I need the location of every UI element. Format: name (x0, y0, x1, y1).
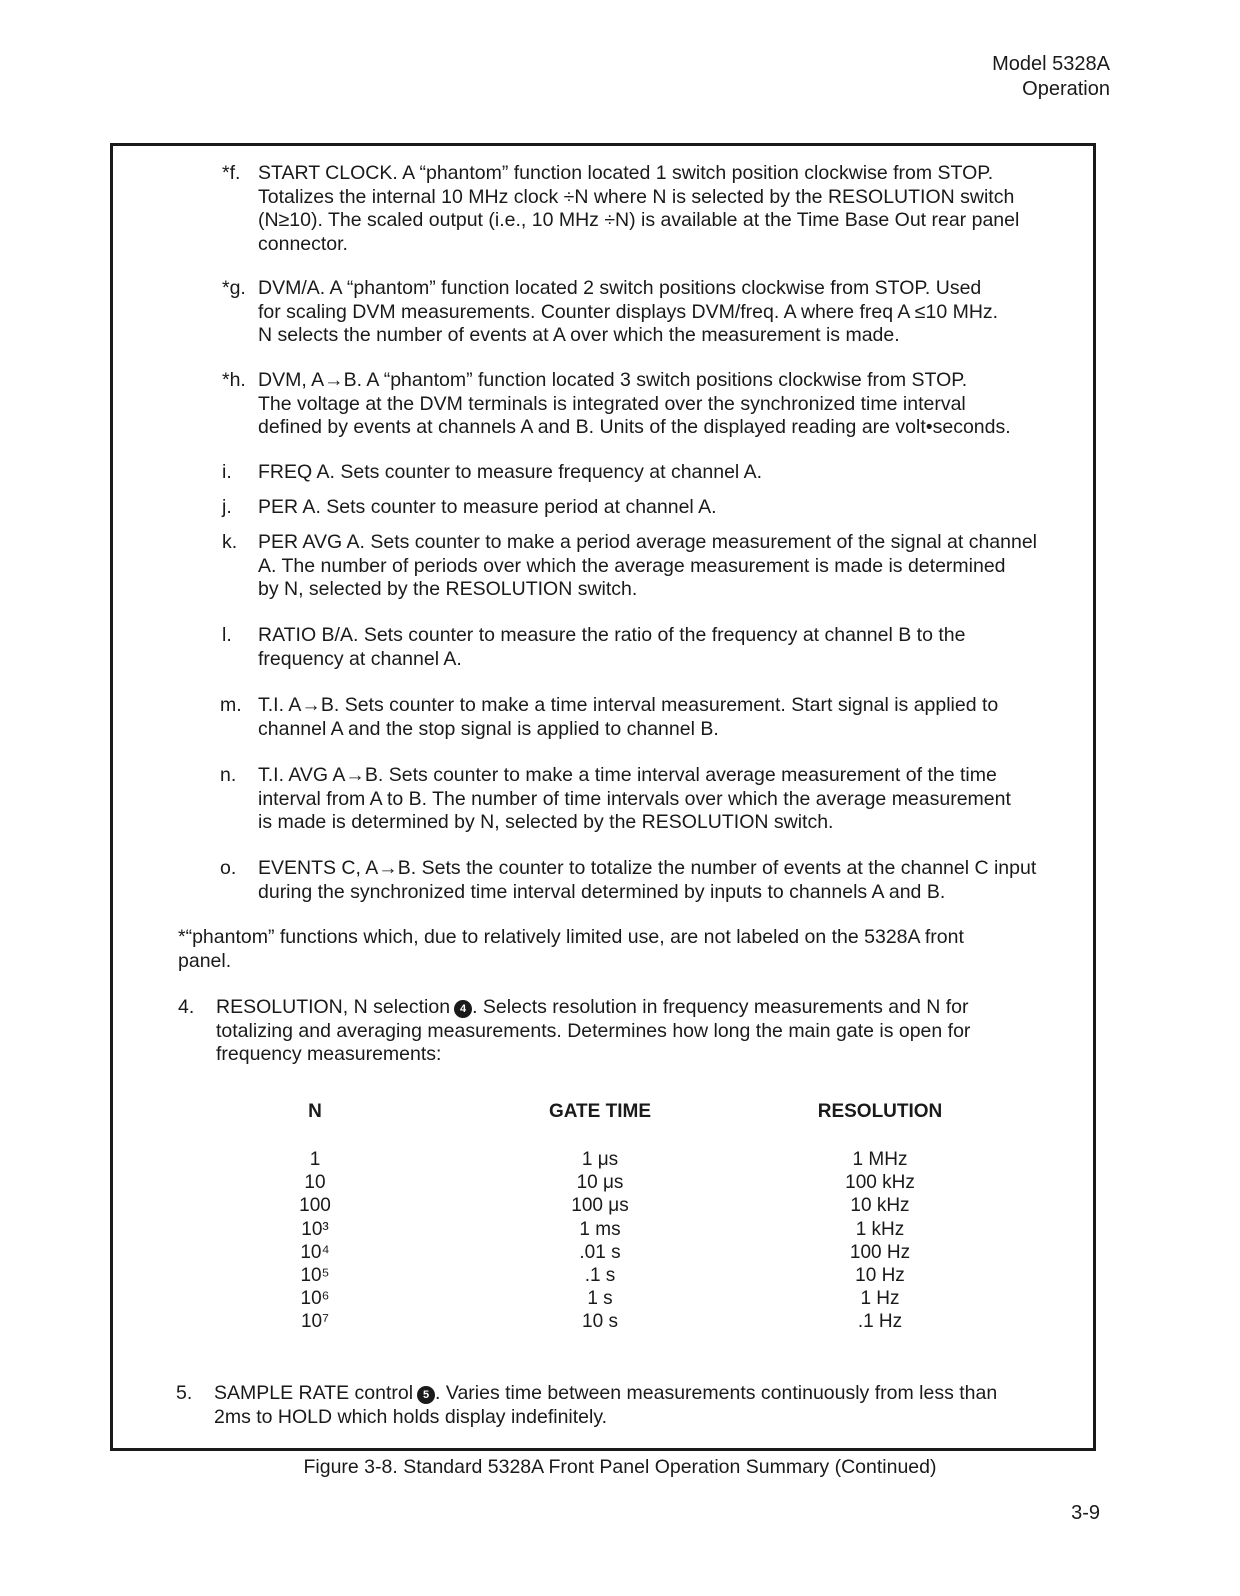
resolution-title: RESOLUTION, N selection (216, 996, 451, 1018)
item-label: m. (220, 694, 242, 716)
item-line: for scaling DVM measurements. Counter displays DVM/freq. A where freq A ≤10 MHz. (258, 300, 999, 323)
callout-5-icon: 5 (417, 1386, 435, 1404)
table-cell: 10⁵ (300, 1264, 330, 1286)
table-cell: 100 Hz (849, 1241, 911, 1263)
table-cell: 10 (304, 1172, 326, 1194)
table-cell: 100 kHz (845, 1172, 915, 1194)
table-cell: 1 μs (581, 1149, 619, 1170)
item-line: (N≥10). The scaled output (i.e., 10 MHz ÷N) is available at the Time Base Out rear panel (258, 209, 1020, 231)
item-line: 2ms to HOLD which holds display indefinitely. (214, 1405, 608, 1428)
item-label: k. (222, 531, 238, 553)
table-cell: 10 μs (576, 1172, 624, 1194)
phantom-footnote (178, 926, 1038, 973)
item-line: RATIO B/A. Sets counter to measure the ratio of the frequency at channel B to the (258, 624, 966, 646)
item-line: by N, selected by the RESOLUTION switch. (258, 578, 638, 600)
item-label: 5. (176, 1382, 193, 1404)
section-label: Operation (1022, 78, 1110, 100)
item-text (258, 496, 1048, 520)
item-line: totalizing and averaging measurements. Determines how long the main gate is open for (216, 1019, 971, 1042)
table-cell: 10⁴ (300, 1241, 330, 1263)
item-line: T.I. AVG A→B. Sets counter to make a time interval average measurement of the time (258, 764, 997, 786)
item-label: o. (220, 857, 237, 879)
item-line: frequency at channel A. (258, 647, 462, 670)
column-gate-time (520, 1100, 680, 1334)
item-line: PER AVG A. Sets counter to make a period average measurement of the signal at channel (258, 531, 1038, 553)
column-resolution (800, 1100, 960, 1334)
item-line: frequency measurements: (216, 1043, 442, 1065)
item-text (258, 857, 1048, 904)
item-text (214, 1382, 1036, 1429)
item-line: Totalizes the internal 10 MHz clock ÷N where N is selected by the RESOLUTION switch (258, 185, 1015, 208)
item-line: N selects the number of events at A over which the measurement is made. (258, 324, 900, 346)
item-line: interval from A to B. The number of time intervals over which the average measurement (258, 787, 1011, 810)
table-cell: 100 (299, 1195, 331, 1217)
item-line: PER A. Sets counter to measure period at channel A. (258, 496, 717, 518)
page-header (992, 52, 1110, 102)
table-cell: 10⁶ (300, 1288, 330, 1310)
column-header: N (308, 1101, 322, 1122)
table-cell: 1 kHz (855, 1218, 905, 1240)
item-line: A. The number of periods over which the average measurement is made is determined (258, 554, 1006, 577)
item-text (258, 461, 1048, 485)
table-cell: .01 s (579, 1241, 621, 1263)
column-n (280, 1100, 350, 1334)
item-label: 4. (178, 996, 195, 1018)
figure-caption: Figure 3-8. Standard 5328A Front Panel Operation Summary (Continued) (303, 1456, 937, 1478)
resolution-desc: . Selects resolution in frequency measurements and N for (472, 996, 969, 1018)
item-line: EVENTS C, A→B. Sets the counter to totalize the number of events at the channel C input (258, 857, 1037, 879)
callout-4-icon: 4 (454, 1000, 472, 1018)
item-text (258, 764, 1048, 835)
item-text (258, 624, 1048, 671)
table-cell: 10 kHz (850, 1195, 910, 1217)
item-label: *g. (222, 277, 246, 299)
table-cell: 1 (309, 1149, 321, 1170)
table-cell: 1 s (587, 1288, 613, 1310)
item-line: connector. (258, 232, 348, 255)
page-number: 3-9 (1071, 1502, 1100, 1524)
table-cell: 10³ (301, 1218, 329, 1240)
footnote-line: panel. (178, 949, 232, 972)
column-header: RESOLUTION (817, 1101, 943, 1122)
item-line: DVM, A→B. A “phantom” function located 3 switch positions clockwise from STOP. (258, 369, 968, 391)
column-header: GATE TIME (548, 1101, 652, 1122)
footnote-line: *“phantom” functions which, due to relatively limited use, are not labeled on the 5328A front (178, 926, 964, 948)
table-cell: 1 Hz (860, 1288, 900, 1310)
item-line: defined by events at channels A and B. Units of the displayed reading are volt•seconds. (258, 416, 1011, 438)
table-cell: 100 μs (571, 1195, 629, 1217)
item-line: channel A and the stop signal is applied to channel B. (258, 717, 719, 740)
sample-rate-title: SAMPLE RATE control (214, 1382, 414, 1404)
item-line: START CLOCK. A “phantom” function located 1 switch position clockwise from STOP. (258, 162, 994, 184)
item-text (258, 369, 1048, 440)
table-cell: 1 MHz (852, 1149, 908, 1170)
item-label: n. (220, 764, 237, 786)
item-label: l. (222, 624, 232, 646)
table-cell: 10⁷ (300, 1311, 329, 1333)
table-cell: 1 ms (579, 1218, 621, 1240)
table-cell: .1 Hz (857, 1311, 903, 1333)
item-text (216, 996, 1038, 1067)
item-label: j. (222, 496, 232, 518)
item-line: is made is determined by N, selected by the RESOLUTION switch. (258, 811, 834, 833)
item-text (258, 277, 1048, 348)
item-label: *h. (222, 369, 246, 391)
item-line: FREQ A. Sets counter to measure frequency at channel A. (258, 461, 763, 483)
item-line: during the synchronized time interval determined by inputs to channels A and B. (258, 880, 946, 903)
item-text (258, 162, 1048, 256)
item-line: The voltage at the DVM terminals is integrated over the synchronized time interval (258, 392, 966, 415)
table-cell: .1 s (584, 1264, 616, 1286)
item-line: DVM/A. A “phantom” function located 2 switch positions clockwise from STOP. Used (258, 277, 982, 299)
model-label: Model 5328A (992, 53, 1110, 75)
sample-rate-desc: . Varies time between measurements continuously from less than (435, 1382, 998, 1404)
item-label: i. (222, 461, 232, 483)
item-label: *f. (222, 162, 241, 184)
table-cell: 10 Hz (855, 1264, 905, 1286)
table-cell: 10 s (582, 1311, 618, 1333)
item-text (258, 694, 1048, 741)
item-line: T.I. A→B. Sets counter to make a time interval measurement. Start signal is applied to (258, 694, 999, 716)
item-text (258, 531, 1048, 602)
